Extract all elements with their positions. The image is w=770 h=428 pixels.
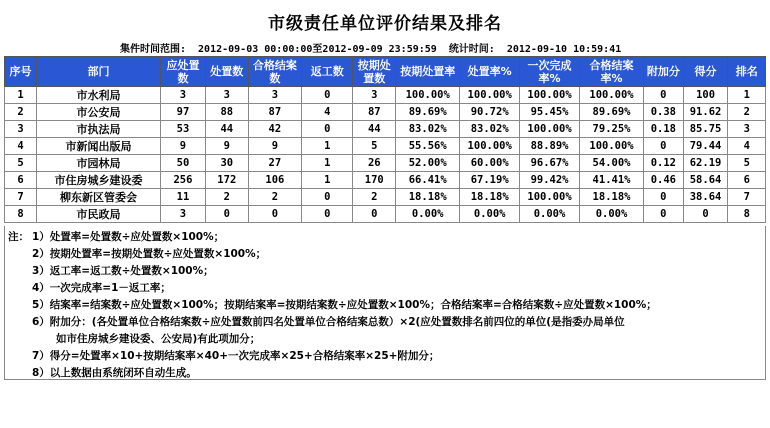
table-row — [5, 104, 766, 121]
table-row — [5, 121, 766, 138]
cell-qualified-rate: 89.69% — [579, 104, 643, 121]
col-header-department: 部门 — [37, 57, 161, 87]
col-header-due: 应处置数 — [161, 57, 206, 87]
cell-qualified-rate: 18.18% — [579, 189, 643, 206]
cell-bonus: 0.18 — [644, 121, 684, 138]
cell-handled: 9 — [205, 138, 248, 155]
cell-first-pass-rate: 95.45% — [520, 104, 580, 121]
table-row — [5, 172, 766, 189]
cell-handle-rate: 100.00% — [460, 138, 520, 155]
cell-score: 85.75 — [683, 121, 728, 138]
cell-rework: 0 — [302, 121, 353, 138]
cell-score: 91.62 — [683, 104, 728, 121]
col-header-handled: 处置数 — [205, 57, 248, 87]
cell-qualified-rate: 100.00% — [579, 87, 643, 104]
cell-qualified-closed: 106 — [248, 172, 301, 189]
cell-index: 4 — [5, 138, 37, 155]
cell-index: 2 — [5, 104, 37, 121]
cell-qualified-closed: 27 — [248, 155, 301, 172]
cell-index: 6 — [5, 172, 37, 189]
cell-ontime-rate: 100.00% — [396, 87, 460, 104]
header-row — [5, 57, 766, 87]
cell-rework: 1 — [302, 155, 353, 172]
col-header-ontime: 按期处置数 — [353, 57, 396, 87]
cell-rework: 1 — [302, 172, 353, 189]
cell-ontime-rate: 66.41% — [396, 172, 460, 189]
cell-rank: 8 — [728, 206, 766, 223]
cell-first-pass-rate: 96.67% — [520, 155, 580, 172]
table-row — [5, 138, 766, 155]
cell-ontime: 44 — [353, 121, 396, 138]
notes-prefix: 注： — [8, 231, 29, 243]
cell-handle-rate: 83.02% — [460, 121, 520, 138]
cell-due: 3 — [161, 206, 206, 223]
col-header-qualified-rate: 合格结案率% — [579, 57, 643, 87]
time-range-info — [120, 40, 633, 55]
cell-rank: 5 — [728, 155, 766, 172]
cell-index: 1 — [5, 87, 37, 104]
cell-handled: 3 — [205, 87, 248, 104]
cell-qualified-rate: 54.00% — [579, 155, 643, 172]
cell-rank: 1 — [728, 87, 766, 104]
cell-score: 58.64 — [683, 172, 728, 189]
cell-due: 50 — [161, 155, 206, 172]
col-header-first-pass-rate: 一次完成率% — [520, 57, 580, 87]
table-row — [5, 155, 766, 172]
page-title: 市级责任单位评价结果及排名 — [268, 14, 502, 34]
cell-qualified-closed: 42 — [248, 121, 301, 138]
col-header-index: 序号 — [5, 57, 37, 87]
cell-rank: 6 — [728, 172, 766, 189]
cell-rework: 0 — [302, 189, 353, 206]
cell-rework: 0 — [302, 87, 353, 104]
cell-due: 97 — [161, 104, 206, 121]
cell-handled: 44 — [205, 121, 248, 138]
cell-handled: 2 — [205, 189, 248, 206]
cell-first-pass-rate: 100.00% — [520, 189, 580, 206]
cell-bonus: 0 — [644, 206, 684, 223]
cell-rank: 3 — [728, 121, 766, 138]
cell-ontime: 0 — [353, 206, 396, 223]
col-header-rework: 返工数 — [302, 57, 353, 87]
cell-index: 7 — [5, 189, 37, 206]
cell-ontime-rate: 55.56% — [396, 138, 460, 155]
cell-department: 市公安局 — [37, 104, 161, 121]
cell-qualified-closed: 87 — [248, 104, 301, 121]
cell-handle-rate: 18.18% — [460, 189, 520, 206]
note-line: 4）一次完成率=1－返工率； — [32, 282, 171, 294]
cell-ontime-rate: 83.02% — [396, 121, 460, 138]
cell-ontime-rate: 52.00% — [396, 155, 460, 172]
col-header-bonus: 附加分 — [644, 57, 684, 87]
note-line: 5）结案率=结案数÷应处置数×100%；按期结案率=按期结案数÷应处置数×100%；合格结案率=合格结案数÷应处置数×100%； — [32, 299, 657, 311]
cell-department: 市新闻出版局 — [37, 138, 161, 155]
cell-bonus: 0 — [644, 189, 684, 206]
cell-bonus: 0.12 — [644, 155, 684, 172]
cell-department: 市执法局 — [37, 121, 161, 138]
cell-rank: 2 — [728, 104, 766, 121]
cell-due: 53 — [161, 121, 206, 138]
note-line: 2）按期处置率=按期处置数÷应处置数×100%； — [32, 248, 267, 260]
cell-department: 柳东新区管委会 — [37, 189, 161, 206]
ranking-table — [4, 56, 766, 223]
cell-department: 市住房城乡建设委 — [37, 172, 161, 189]
cell-rank: 4 — [728, 138, 766, 155]
collect-range-value: 2012-09-03 00:00:00至2012-09-09 23:59:59 — [198, 44, 437, 55]
cell-handled: 0 — [205, 206, 248, 223]
cell-first-pass-rate: 88.89% — [520, 138, 580, 155]
cell-index: 3 — [5, 121, 37, 138]
cell-bonus: 0.46 — [644, 172, 684, 189]
cell-qualified-rate: 79.25% — [579, 121, 643, 138]
cell-ontime-rate: 0.00% — [396, 206, 460, 223]
cell-handled: 88 — [205, 104, 248, 121]
note-line: 6）附加分：(各处置单位合格结案数÷应处置数前四名处置单位合格结案总数）×2(应处置数排名前四位的单位(是指委办局单位 — [32, 316, 625, 328]
cell-due: 256 — [161, 172, 206, 189]
cell-qualified-rate: 100.00% — [579, 138, 643, 155]
cell-ontime: 3 — [353, 87, 396, 104]
cell-index: 5 — [5, 155, 37, 172]
cell-handle-rate: 67.19% — [460, 172, 520, 189]
cell-qualified-rate: 41.41% — [579, 172, 643, 189]
cell-handle-rate: 0.00% — [460, 206, 520, 223]
stat-time-value: 2012-09-10 10:59:41 — [506, 44, 622, 55]
cell-due: 11 — [161, 189, 206, 206]
cell-handle-rate: 60.00% — [460, 155, 520, 172]
cell-bonus: 0 — [644, 138, 684, 155]
table-row — [5, 206, 766, 223]
cell-handle-rate: 90.72% — [460, 104, 520, 121]
cell-score: 38.64 — [683, 189, 728, 206]
cell-first-pass-rate: 99.42% — [520, 172, 580, 189]
cell-rework: 0 — [302, 206, 353, 223]
cell-score: 79.44 — [683, 138, 728, 155]
cell-department: 市民政局 — [37, 206, 161, 223]
cell-ontime: 2 — [353, 189, 396, 206]
cell-ontime: 26 — [353, 155, 396, 172]
cell-first-pass-rate: 0.00% — [520, 206, 580, 223]
cell-due: 9 — [161, 138, 206, 155]
cell-score: 0 — [683, 206, 728, 223]
col-header-qualified-closed: 合格结案数 — [248, 57, 301, 87]
col-header-rank: 排名 — [728, 57, 766, 87]
notes-box — [4, 226, 766, 380]
cell-qualified-closed: 9 — [248, 138, 301, 155]
collect-range-label: 集件时间范围: — [120, 44, 187, 55]
cell-qualified-rate: 0.00% — [579, 206, 643, 223]
cell-ontime: 87 — [353, 104, 396, 121]
col-header-score: 得分 — [683, 57, 728, 87]
cell-first-pass-rate: 100.00% — [520, 121, 580, 138]
col-header-handle-rate: 处置率% — [460, 57, 520, 87]
stat-time-label: 统计时间: — [448, 44, 495, 55]
cell-handled: 172 — [205, 172, 248, 189]
table-row — [5, 87, 766, 104]
cell-bonus: 0.38 — [644, 104, 684, 121]
table-row — [5, 189, 766, 206]
col-header-ontime-rate: 按期处置率 — [396, 57, 460, 87]
cell-department: 市水利局 — [37, 87, 161, 104]
cell-qualified-closed: 0 — [248, 206, 301, 223]
cell-due: 3 — [161, 87, 206, 104]
cell-ontime: 5 — [353, 138, 396, 155]
cell-ontime-rate: 18.18% — [396, 189, 460, 206]
cell-ontime-rate: 89.69% — [396, 104, 460, 121]
note-line: 3）返工率=返工数÷处置数×100%； — [32, 265, 214, 277]
cell-rework: 4 — [302, 104, 353, 121]
cell-qualified-closed: 2 — [248, 189, 301, 206]
cell-score: 100 — [683, 87, 728, 104]
cell-qualified-closed: 3 — [248, 87, 301, 104]
note-line: 如市住房城乡建设委、公安局)有此项加分； — [56, 333, 261, 345]
cell-handle-rate: 100.00% — [460, 87, 520, 104]
note-line: 7）得分=处置率×10+按期结案率×40+一次完成率×25+合格结案率×25+附加分； — [32, 350, 440, 362]
cell-handled: 30 — [205, 155, 248, 172]
cell-score: 62.19 — [683, 155, 728, 172]
cell-bonus: 0 — [644, 87, 684, 104]
cell-index: 8 — [5, 206, 37, 223]
cell-rework: 1 — [302, 138, 353, 155]
cell-ontime: 170 — [353, 172, 396, 189]
note-line: 8）以上数据由系统闭环自动生成。 — [32, 367, 197, 379]
cell-rank: 7 — [728, 189, 766, 206]
note-line: 1）处置率=处置数÷应处置数×100%； — [32, 231, 225, 243]
cell-department: 市园林局 — [37, 155, 161, 172]
cell-first-pass-rate: 100.00% — [520, 87, 580, 104]
